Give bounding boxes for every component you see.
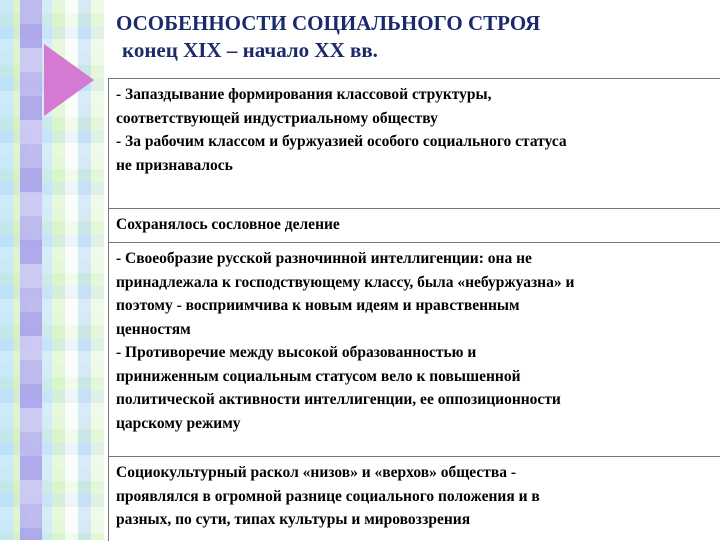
slide-title-line-1: ОСОБЕННОСТИ СОЦИАЛЬНОГО СТРОЯ [116,11,541,35]
slide-title [116,10,706,64]
features-table [108,78,720,541]
table-row: - Запаздывание формирования классовой структуры, соответствующей индустриальному обществу - За рабочим классом и буржуазией особого социального статуса не признавалось [109,79,720,209]
decorative-stripe [20,0,42,540]
table-row: Сохранялось сословное деление [109,209,720,243]
slide-title-line-2: конец XIX – начало XX вв. [122,38,378,62]
decorative-triangle-icon [44,44,94,116]
table-row: Социокультурный раскол «низов» и «верхов» общества - проявлялся в огромной разнице социального положения и в разных, по сути, типах культуры и мировоззрения [109,457,720,541]
table-row: - Своеобразие русской разночинной интеллигенции: она не принадлежала к господствующему классу, была «небуржуазна» и поэтому - восприимчива к новым идеям и нравственным ценностям - Противоречие между высокой образованностью и приниженным социальным статусом вело к повышенной политической активности интеллигенции, ее оппозиционности царскому режиму [109,243,720,457]
